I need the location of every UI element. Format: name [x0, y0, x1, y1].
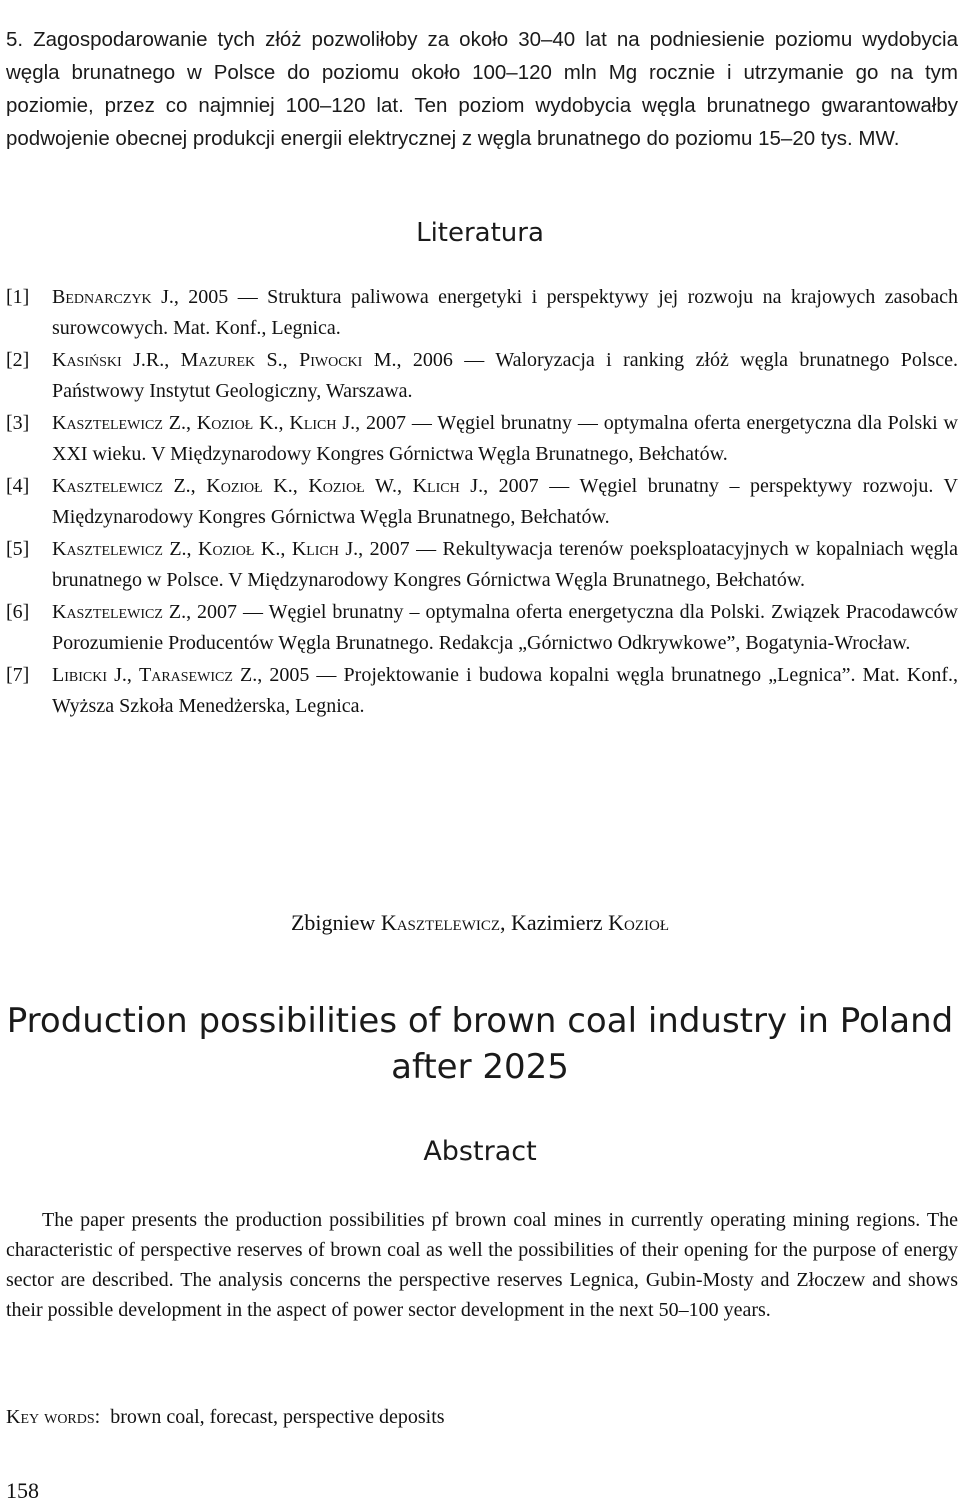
- reference-author-initials: J.: [151, 286, 174, 308]
- reference-author: Mazurek: [180, 349, 256, 371]
- reference-body: , 2005 — Struktura paliwowa energetyki i perspektywy jej rozwoju na krajowych zasobach surowcowych. Mat. Konf., Legnica.: [52, 286, 958, 339]
- reference-author-initials: W.,: [364, 475, 413, 497]
- reference-text: [52, 471, 958, 532]
- reference-text: [52, 408, 958, 469]
- reference-number: [2]: [6, 349, 30, 371]
- reference-author: Tarasewicz: [139, 664, 233, 686]
- reference-author: Klich: [412, 475, 460, 497]
- reference-item: [6, 660, 958, 721]
- reference-author: Kasztelewicz: [52, 538, 163, 560]
- reference-text: [52, 597, 958, 658]
- reference-item: [6, 345, 958, 406]
- reference-item: [6, 282, 958, 343]
- reference-author-initials: K.,: [253, 412, 290, 434]
- reference-author: Kasiński: [52, 349, 122, 371]
- reference-author-initials: K.,: [262, 475, 309, 497]
- reference-item: [6, 597, 958, 658]
- reference-author: Kozioł: [206, 475, 263, 497]
- reference-author-initials: Z.,: [162, 538, 199, 560]
- reference-author: Klich: [291, 538, 339, 560]
- reference-text: [52, 345, 958, 406]
- reference-author-initials: M.: [362, 349, 397, 371]
- author-first-name: Zbigniew: [290, 910, 381, 935]
- reference-number: [3]: [6, 412, 30, 434]
- reference-body: , 2006 — Waloryzacja i ranking złóż węgla brunatnego Polsce. Państwowy Instytut Geologiczny, Warszawa.: [52, 349, 959, 402]
- reference-text: [52, 660, 958, 721]
- reference-author: Kozioł: [196, 412, 254, 434]
- reference-author: Klich: [289, 412, 337, 434]
- reference-number: [1]: [6, 286, 30, 308]
- page-number: 158: [6, 1478, 39, 1503]
- reference-author-initials: Z.,: [162, 412, 197, 434]
- reference-number: [4]: [6, 475, 30, 497]
- reference-author-initials: J.: [338, 538, 359, 560]
- paper-title: Production possibilities of brown coal industry in Poland after 2025: [6, 1001, 954, 1087]
- reference-author: Piwocki: [299, 349, 363, 371]
- reference-body: , 2007 — Węgiel brunatny – perspektywy rozwoju. V Międzynarodowy Kongres Górnictwa Węgla Brunatnego, Bełchatów.: [52, 475, 959, 528]
- reference-author-initials: Z.,: [162, 475, 207, 497]
- reference-author-initials: Z.: [162, 601, 187, 623]
- reference-author-initials: J.R.,: [121, 349, 181, 371]
- reference-author-initials: J.,: [107, 664, 139, 686]
- reference-author: Libicki: [52, 664, 107, 686]
- author-separator: ,: [500, 910, 512, 935]
- reference-text: [52, 282, 958, 343]
- reference-body: , 2007 — Rekultywacja terenów poeksploatacyjnych w kopalniach węgla brunatnego w Polsce. V Międzynarodowy Kongres Górnictwa Węgla Brunatnego, Bełchatów.: [52, 538, 958, 591]
- reference-number: [6]: [6, 601, 30, 623]
- reference-author: Kozioł: [198, 538, 255, 560]
- reference-author: Kasztelewicz: [52, 601, 163, 623]
- reference-author: Kasztelewicz: [52, 475, 163, 497]
- reference-list: [6, 282, 958, 723]
- author-first-name: Kazimierz: [511, 910, 609, 935]
- reference-author-initials: J.: [459, 475, 484, 497]
- author-last-name: Kozioł: [608, 910, 669, 935]
- reference-author-initials: S.,: [255, 349, 300, 371]
- keywords-line: [6, 1406, 445, 1429]
- literature-heading: Literatura: [416, 218, 544, 248]
- reference-author-initials: J.: [336, 412, 356, 434]
- reference-text: [52, 534, 958, 595]
- reference-number: [7]: [6, 664, 30, 686]
- keywords-label: Key words:: [6, 1406, 101, 1428]
- intro-paragraph: 5. Zagospodarowanie tych złóż pozwoliłoby za około 30–40 lat na podniesienie poziomu wydobycia węgla brunatnego w Polsce do poziomu około 100–120 mln Mg rocznie i utrzymanie go na tym poziomie, przez co najmniej 100–120 lat. Ten poziom wydobycia węgla brunatnego gwarantowałby podwojenie obecnej produkcji energii elektrycznej z węgla brunatnego do poziomu 15–20 tys. MW.: [6, 27, 958, 150]
- reference-body: , 2007 — Węgiel brunatny – optymalna oferta energetyczna dla Polski. Związek Pracodawców Porozumienie Producentów Węgla Brunatnego. Redakcja „Górnictwo Odkrywkowe”, Bogatynia-Wrocław.: [52, 601, 958, 654]
- reference-body: , 2005 — Projektowanie i budowa kopalni węgla brunatnego „Legnica”. Mat. Konf., Wyższa Szkoła Menedżerska, Legnica.: [52, 664, 958, 717]
- reference-number: [5]: [6, 538, 30, 560]
- reference-item: [6, 534, 958, 595]
- reference-item: [6, 408, 958, 469]
- abstract-paragraph: The paper presents the production possibilities pf brown coal mines in currently operating mining regions. The characteristic of perspective reserves of brown coal as well the possibilities of their opening for the purpose of energy sector are described. The analysis concerns the perspective reserves Legnica, Gubin-Mosty and Złoczew and shows their possible development in the aspect of power sector development in the next 50–100 years.: [6, 1209, 958, 1321]
- abstract-heading: Abstract: [423, 1136, 537, 1167]
- reference-author-initials: K.,: [254, 538, 292, 560]
- author-last-name: Kasztelewicz: [380, 910, 501, 935]
- reference-body: , 2007 — Węgiel brunatny — optymalna oferta energetyczna dla Polski w XXI wieku. V Międzynarodowy Kongres Górnictwa Węgla Brunatnego, Bełchatów.: [52, 412, 958, 465]
- reference-author-initials: Z.: [232, 664, 258, 686]
- keywords-value: brown coal, forecast, perspective deposits: [110, 1406, 445, 1428]
- paper-authors: [0, 910, 960, 936]
- reference-item: [6, 471, 958, 532]
- reference-author: Kozioł: [308, 475, 365, 497]
- reference-author: Kasztelewicz: [52, 412, 163, 434]
- reference-author: Bednarczyk: [52, 286, 152, 308]
